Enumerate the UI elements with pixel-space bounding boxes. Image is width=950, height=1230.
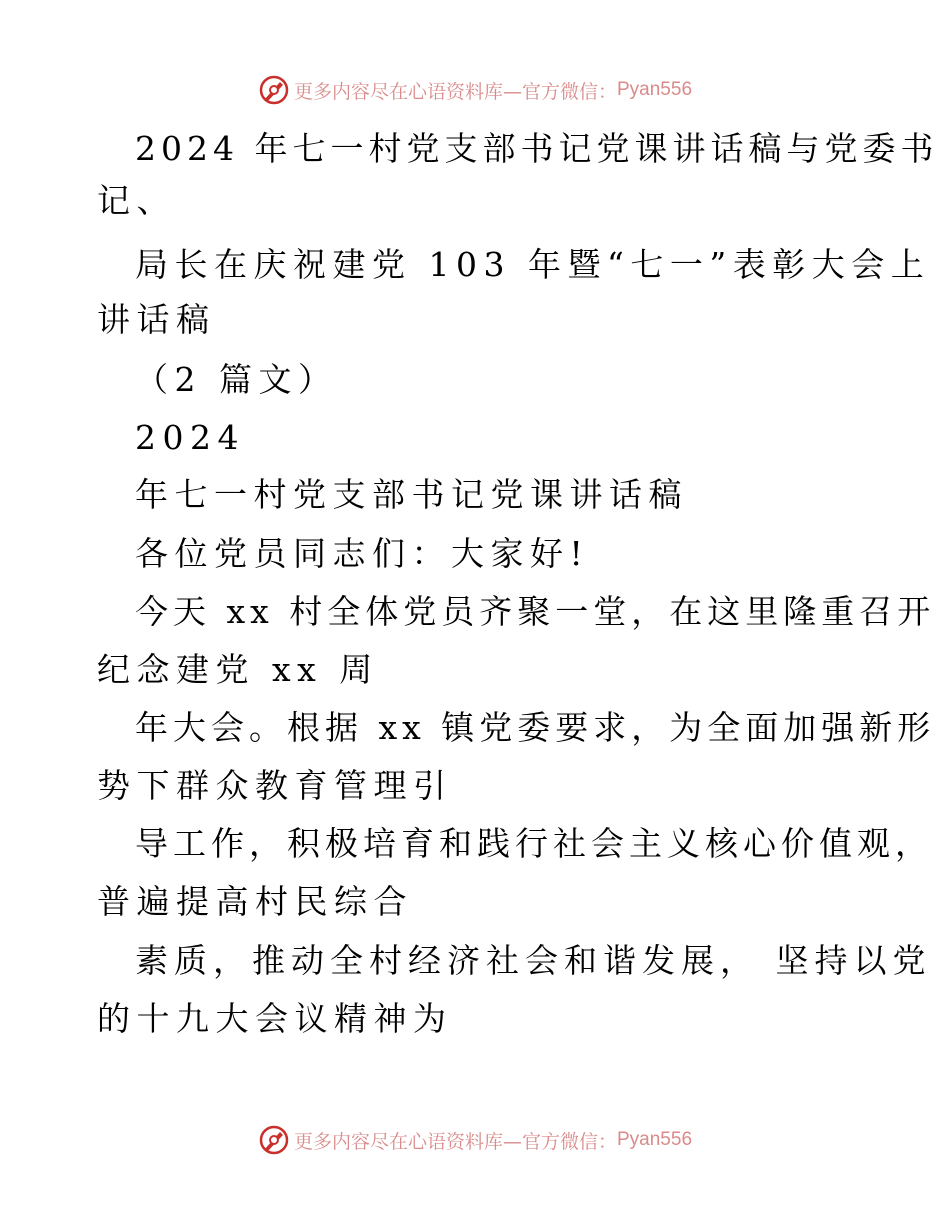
paragraph-line: 的十九大会议精神为 (97, 999, 453, 1038)
watermark-site-text: 更多内容尽在心语资料库 (293, 80, 503, 103)
paragraph-line: 年七一村党支部书记党课讲话稿 (135, 475, 688, 514)
watermark-site-text: 更多内容尽在心语资料库 (293, 1130, 503, 1153)
pen-logo-icon (258, 74, 290, 106)
paragraph-line: 记、 (97, 181, 176, 220)
paragraph-line: 各位党员同志们：大家好! (135, 534, 590, 573)
paragraph-line: （2 篇文） (135, 360, 338, 399)
pen-logo-icon (258, 1124, 290, 1156)
paragraph-line: 2024 年七一村党支部书记党课讲话稿与党委书 (135, 129, 939, 168)
watermark-wechat-id: Pyan556 (617, 79, 693, 100)
paragraph-line: 导工作，积极培育和践行社会主义核心价值观， (135, 824, 933, 863)
watermark-separator-text: —官方微信： (502, 80, 617, 103)
paragraph-line: 势下群众教育管理引 (97, 766, 453, 805)
watermark-wechat-id: Pyan556 (617, 1129, 693, 1150)
paragraph-line: 普遍提高村民综合 (97, 882, 413, 921)
paragraph-line: 讲话稿 (97, 300, 216, 339)
header-watermark (0, 70, 950, 110)
footer-watermark (0, 1120, 950, 1160)
paragraph-line: 局长在庆祝建党 103 年暨“七一”表彰大会上 (135, 245, 931, 284)
paragraph-line: 素质，推动全村经济社会和谐发展， 坚持以党 (135, 941, 932, 980)
watermark-separator-text: —官方微信： (502, 1130, 617, 1153)
paragraph-line: 纪念建党 xx 周 (97, 650, 379, 689)
paragraph-line: 年大会。根据 xx 镇党委要求，为全面加强新形 (135, 708, 936, 747)
paragraph-line: 2024 (135, 418, 245, 457)
paragraph-line: 今天 xx 村全体党员齐聚一堂，在这里隆重召开 (135, 592, 936, 631)
